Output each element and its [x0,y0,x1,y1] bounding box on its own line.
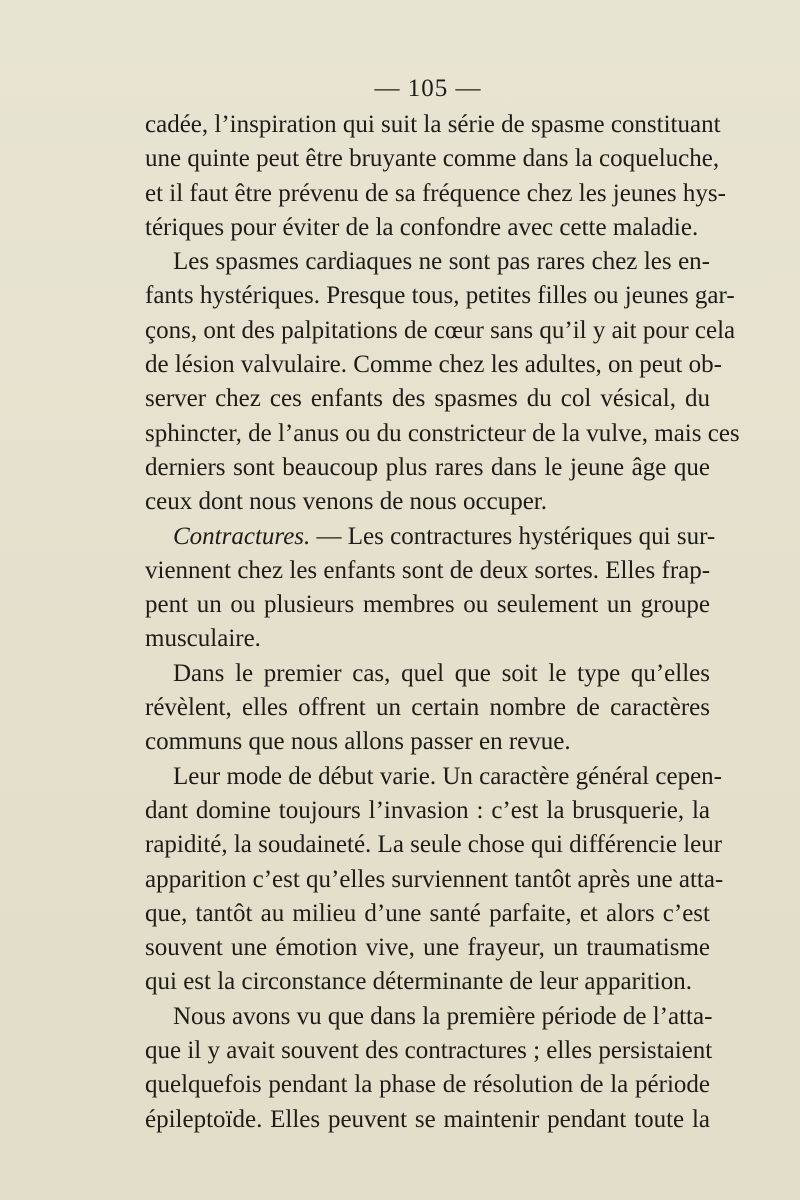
text-line: communs que nous allons passer en revue. [145,728,571,756]
text-line: épileptoïde. Elles peuvent se maintenir pendant toute la [145,1105,710,1133]
text-line-with-heading [145,520,716,554]
text-line: server chez ces enfants des spasmes du col vésical, du [145,385,710,413]
text-line: souvent une émotion vive, une frayeur, un traumatisme [145,934,710,962]
heading-line-text: — Les contractures hystériques qui sur- [316,522,716,550]
text-line: viennent chez les enfants sont de deux sortes. Elles frap- [145,556,711,584]
text-line: Leur mode de début varie. Un caractère général cepen- [173,762,722,790]
text-line: Nous avons vu que dans la première période de l’atta- [173,1002,713,1030]
text-line: cadée, l’inspiration qui suit la série de spasme constituant [145,111,721,138]
page-number: — 105 — [374,75,482,102]
body-text [145,108,740,1137]
text-line: dant domine toujours l’invasion : c’est la brusquerie, la [145,796,710,824]
text-line: musculaire. [145,625,261,653]
text-line: que il y avait souvent des contractures ; elles persistaient [145,1037,713,1065]
section-heading: Contractures. [173,522,311,550]
text-line: une quinte peut être bruyante comme dans la coqueluche, [145,145,720,173]
text-line: Dans le premier cas, quel que soit le type qu’elles [173,659,710,687]
text-line: fants hystériques. Presque tous, petites filles ou jeunes gar- [145,282,735,310]
text-line: que, tantôt au milieu d’une santé parfaite, et alors c’est [145,899,710,927]
text-line: révèlent, elles offrent un certain nombre de caractères [145,694,710,722]
text-line: ceux dont nous venons de nous occuper. [145,488,548,516]
text-line: qui est la circonstance déterminante de leur apparition. [145,968,692,996]
text-line: Les spasmes cardiaques ne sont pas rares chez les en- [173,248,710,276]
text-line: çons, ont des palpitations de cœur sans qu’il y ait pour cela [145,316,736,344]
text-line: derniers sont beaucoup plus rares dans le jeune âge que [145,453,710,481]
text-line: apparition c’est qu’elles surviennent tantôt après une atta- [145,865,724,893]
text-line: et il faut être prévenu de sa fréquence chez les jeunes hys- [145,179,726,207]
text-line: sphincter, de l’anus ou du constricteur de la vulve, mais ces [145,419,740,447]
text-line: tériques pour éviter de la confondre avec cette maladie. [145,213,699,241]
text-line: quelquefois pendant la phase de résolution de la période [145,1071,710,1099]
text-line: pent un ou plusieurs membres ou seulement un groupe [145,591,710,619]
text-line: rapidité, la soudaineté. La seule chose qui différencie leur [145,831,723,859]
text-line: de lésion valvulaire. Comme chez les adultes, on peut ob- [145,351,722,379]
